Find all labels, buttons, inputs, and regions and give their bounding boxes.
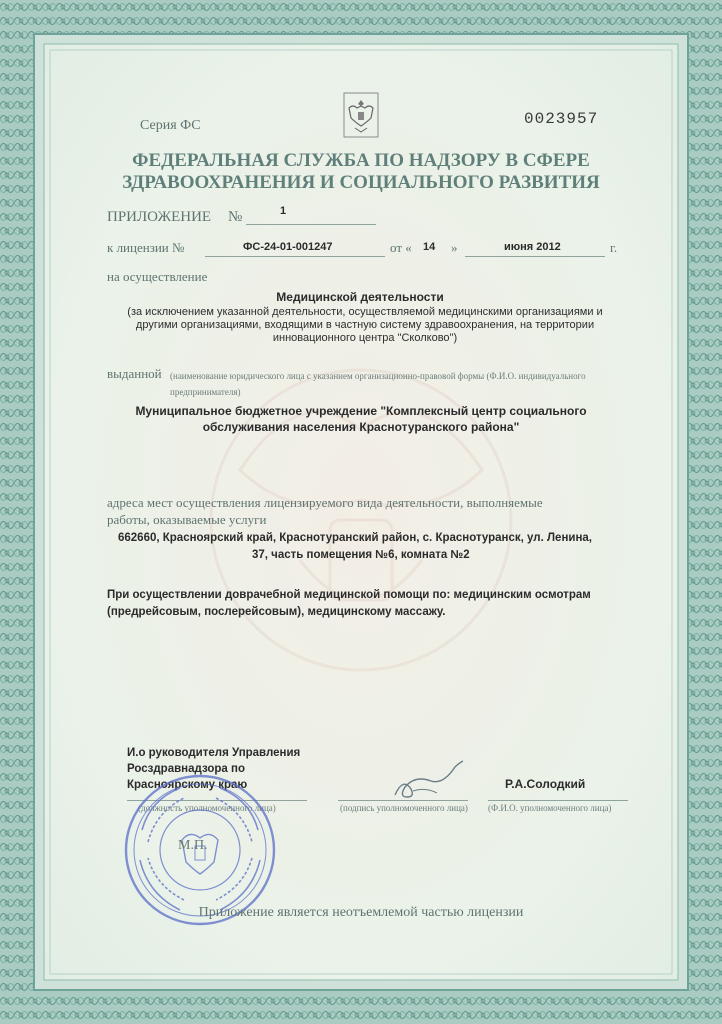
appendix-number: 1 xyxy=(280,205,287,217)
license-from-label: от « xyxy=(390,240,412,255)
license-year-suffix: г. xyxy=(610,240,618,255)
address-value xyxy=(118,530,628,564)
license-number: ФС-24-01-001247 xyxy=(243,241,333,253)
license-month-year: июня 2012 xyxy=(504,241,561,253)
license-day-close: » xyxy=(451,240,458,255)
issued-label: выданной xyxy=(107,366,162,381)
address-label-line1: адреса мест осуществления лицензируемого вида деятельности, выполняемые xyxy=(107,495,543,510)
issued-hint: (наименование юридического лица с указанием организационно-правовой формы (Ф.И.О. индивидуального предпринимателя) xyxy=(170,371,586,397)
issued-org-line1: Муниципальное бюджетное учреждение "Комплексный центр социального xyxy=(135,404,587,418)
appendix-underline xyxy=(246,224,376,225)
signer-name: Р.А.Солодкий xyxy=(505,777,586,791)
hint-position: (должность уполномоченного лица) xyxy=(138,803,276,813)
issued-organization xyxy=(100,403,622,435)
license-prefix: к лицензии № xyxy=(107,240,185,255)
hint-signature: (подпись уполномоченного лица) xyxy=(340,803,468,813)
activity-details: (за исключением указанной деятельности, осуществляемой медицинскими организациями и другими организациями, входящими в частную систему здравоохранения, на территории инновационного центра "Сколково") xyxy=(127,306,603,344)
coat-of-arms-icon xyxy=(343,92,379,138)
appendix-num-sign: № xyxy=(228,209,243,225)
license-date-underline xyxy=(465,256,605,257)
appendix-label: ПРИЛОЖЕНИЕ xyxy=(107,209,212,225)
hint-name: (Ф.И.О. уполномоченного лица) xyxy=(488,803,612,813)
activity-label: на осуществление xyxy=(107,269,208,284)
issued-org-line2: обслуживания населения Краснотуранского района" xyxy=(202,420,520,434)
address-line1: 662660, Красноярский край, Краснотуранский район, с. Краснотуранск, ул. Ленина, xyxy=(118,532,592,544)
footer-note: Приложение является неотъемлемой частью лицензии xyxy=(198,905,524,920)
services-text xyxy=(107,587,627,621)
signature-underline xyxy=(338,800,468,801)
series-label: Серия ФС xyxy=(140,118,201,133)
activity-title: Медицинской деятельности xyxy=(276,290,444,304)
address-label xyxy=(107,494,627,528)
services-line2: (предрейсовым, послерейсовым), медицинскому массажу. xyxy=(107,606,446,618)
signer-position-line1: И.о руководителя Управления xyxy=(127,747,301,759)
signer-position-line3: Красноярскому краю xyxy=(127,779,248,791)
seal-mark-label: М.П. xyxy=(178,838,208,853)
form-number: 0023957 xyxy=(524,110,599,128)
services-line1: При осуществлении доврачебной медицинской помощи по: медицинским осмотрам xyxy=(107,589,591,601)
address-label-line2: работы, оказываемые услуги xyxy=(107,512,267,527)
signer-position-line2: Росздравнадзора по xyxy=(127,763,245,775)
agency-title-line1: ФЕДЕРАЛЬНАЯ СЛУЖБА ПО НАДЗОРУ В СФЕРЕ xyxy=(132,150,590,171)
license-number-underline xyxy=(205,256,385,257)
address-line2: 37, часть помещения №6, комната №2 xyxy=(252,549,470,561)
name-underline xyxy=(488,800,628,801)
license-day: 14 xyxy=(423,241,436,253)
agency-title-line2: ЗДРАВООХРАНЕНИЯ И СОЦИАЛЬНОГО РАЗВИТИЯ xyxy=(122,172,600,193)
agency-title xyxy=(60,150,662,194)
